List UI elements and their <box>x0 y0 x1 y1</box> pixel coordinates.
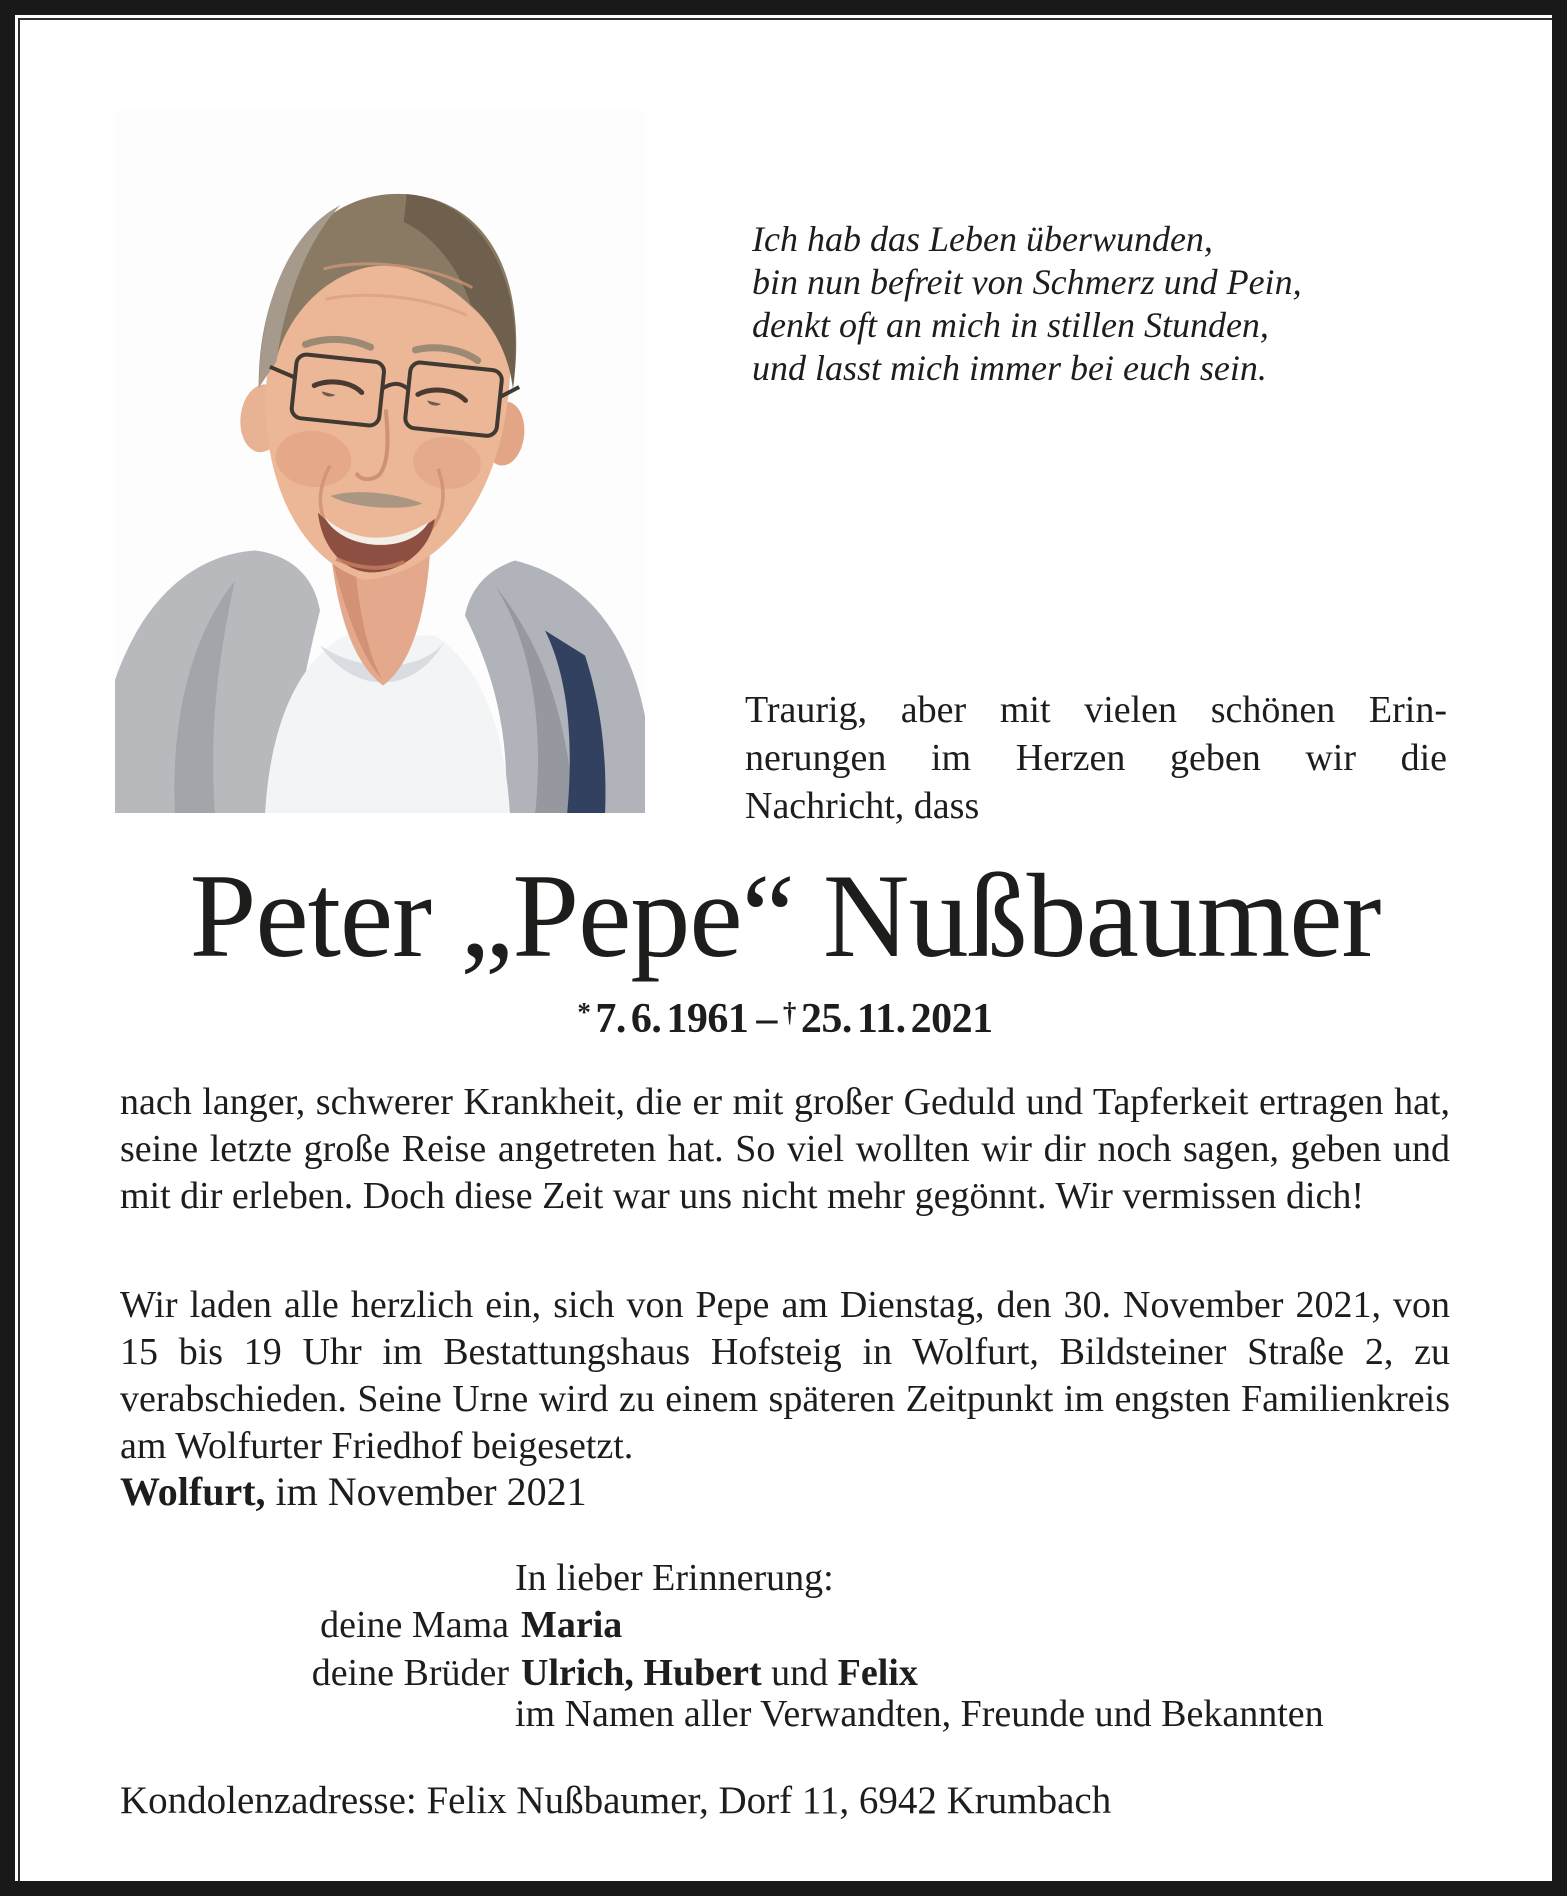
obituary-paragraph-2: Wir laden alle herzlich ein, sich von Pepe am Dienstag, den 30. November 2021, von 15 bis 19 Uhr im Bestattungshaus Hofsteig in Wolfurt, Bildsteiner Straße 2, zu verabschieden. Seine Urne wird zu einem späteren Zeitpunkt im engsten Familienkreis am Wolfurter Friedhof beigesetzt. <box>120 1284 1450 1467</box>
dateline-rest: im November 2021 <box>265 1469 587 1514</box>
remembrance-closing: im Namen aller Verwandten, Freunde und Bekannten <box>515 1693 1324 1735</box>
relation-label: deine Brüder <box>311 1652 509 1694</box>
place-dateline <box>120 1468 587 1515</box>
condolence-address: Kondolenzadresse: Felix Nußbaumer, Dorf 11, 6942 Krumbach <box>120 1779 1112 1822</box>
poem-line: denkt oft an mich in stillen Stunden, <box>752 305 1269 345</box>
intro-line: Traurig, aber mit vielen schönen Erin- <box>745 689 1447 731</box>
poem-line: und lasst mich immer bei euch sein. <box>752 348 1267 388</box>
birth-star-symbol: * <box>577 997 591 1027</box>
death-cross-symbol: † <box>782 997 796 1027</box>
portrait-illustration <box>115 108 645 813</box>
remembrance-row-brueder <box>120 1651 918 1695</box>
names-connector: und <box>761 1652 838 1694</box>
birth-date: 7. 6. 1961 <box>595 996 749 1042</box>
obituary-paragraph-1: nach langer, schwerer Krankheit, die er mit großer Geduld und Tapferkeit ertragen hat, seine letzte große Reise angetreten hat. So viel wollten wir dir noch sagen, geben und mit dir erleben. Doch diese Zeit war uns nicht mehr gegönnt. Wir vermissen dich! <box>120 1081 1450 1217</box>
relative-name: Felix <box>837 1652 918 1694</box>
poem-line: bin nun befreit von Schmerz und Pein, <box>752 262 1302 302</box>
date-separator: – <box>756 996 777 1042</box>
memorial-poem <box>752 218 1392 390</box>
remembrance-heading: In lieber Erinnerung: <box>515 1557 834 1599</box>
place-name: Wolfurt, <box>120 1469 266 1514</box>
relation-label: deine Mama <box>320 1604 509 1646</box>
remembrance-row-mama <box>120 1603 622 1647</box>
relative-names: Ulrich, Hubert <box>521 1652 762 1694</box>
deceased-name: Peter „Pepe“ Nußbaumer <box>189 849 1381 982</box>
relative-name: Maria <box>521 1604 623 1646</box>
intro-line: Nachricht, dass <box>745 785 980 827</box>
announcement-intro <box>745 686 1447 830</box>
portrait-photo <box>115 108 645 813</box>
poem-line: Ich hab das Leben überwunden, <box>752 219 1213 259</box>
death-date: 25. 11. 2021 <box>800 996 993 1042</box>
life-dates <box>120 995 1450 1043</box>
intro-line: nerungen im Herzen geben wir die <box>745 737 1447 779</box>
